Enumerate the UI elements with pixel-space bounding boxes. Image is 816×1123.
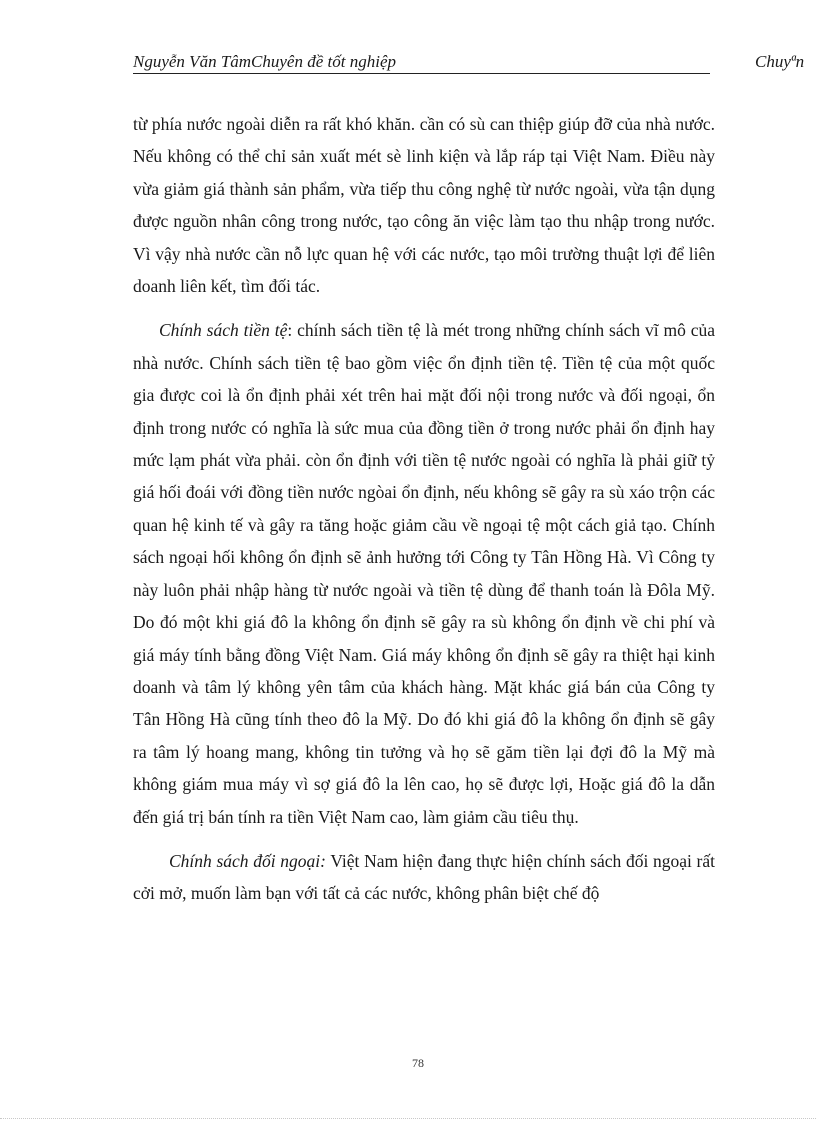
paragraph-heading: Chính sách đối ngoại:	[169, 850, 326, 871]
page-number: 78	[412, 1056, 424, 1070]
paragraph-text: từ phía nước ngoài diễn ra rất khó khăn. cần có sù can thiệp giúp đỡ của nhà nước. Nếu không có thể chỉ sản xuất mét sè linh kiện và lắp ráp tại Việt Nam. Điều này vừa giảm giá thành sản phẩm, vừa tiếp thu công nghệ từ nước ngoài, vừa tận dụng được nguồn nhân công trong nước, tạo công ăn việc làm tạo thu nhập trong nước. Vì vậy nhà nước cần nỗ lực quan hệ với các nước, tạo môi trường thuật lợi để liên doanh liên kết, tìm đối tác.	[133, 114, 715, 297]
paragraph-continuation	[133, 108, 715, 302]
header-truncated-title: Chuyªn	[755, 52, 805, 71]
paragraph-heading: Chính sách tiền tệ	[159, 320, 288, 341]
header-underline	[133, 73, 710, 74]
page-bottom-divider	[0, 1118, 816, 1119]
paragraph-text: : chính sách tiền tệ là mét trong những chính sách vĩ mô của nhà nước. Chính sách tiền tệ bao gồm việc ổn định tiền tệ. Tiền tệ của một quốc gia được coi là ổn định phải xét trên hai mặt đối nội trong nước và đối ngoại, ổn định trong nước có nghĩa là sức mua của đồng tiền ở trong nước phải ổn định hay mức lạm phát vừa phải. còn ổn định với tiền tệ nước ngoài có nghĩa là phải giữ tỷ giá hối đoái với đồng tiền nước ngòai ổn định, nếu không sẽ gây ra sù xáo trộn các quan hệ kinh tế và gây ra tăng hoặc giảm cầu về ngoại tệ một cách giả tạo. Chính sách ngoại hối không ổn định sẽ ảnh hưởng tới Công ty Tân Hồng Hà. Vì Công ty này luôn phải nhập hàng từ nước ngoài và tiền tệ dùng để thanh toán là Đôla Mỹ. Do đó một khi giá đô la không ổn định sẽ gây ra sù không ổn định về chi phí và giá máy tính bằng đồng Việt Nam. Giá máy không ổn định sẽ gây ra thiệt hại kinh doanh và tâm lý không yên tâm của khách hàng. Mặt khác giá bán của Công ty Tân Hồng Hà cũng tính theo đô la Mỹ. Do đó khi giá đô la không ổn định sẽ gây ra tâm lý hoang mang, không tin tưởng và họ sẽ găm tiền lại đợi đô la Mỹ mà không giám mua máy vì sợ giá đô la lên cao, họ sẽ được lợi, Hoặc giá đô la dẫn đến giá trị bán tính ra tiền Việt Nam cao, làm giảm cầu tiêu thụ.	[133, 320, 715, 827]
paragraph-text: Việt Nam hiện đang thực hiện chính sách đối ngoại rất cởi mở, muốn làm bạn với tất cả các nước, không phân biệt chế độ	[133, 850, 715, 904]
body-text	[133, 108, 715, 922]
header-author-title: Nguyễn Văn TâmChuyên đề tốt nghiệp	[133, 52, 396, 71]
paragraph-monetary-policy	[133, 314, 715, 833]
paragraph-foreign-policy	[133, 845, 715, 910]
